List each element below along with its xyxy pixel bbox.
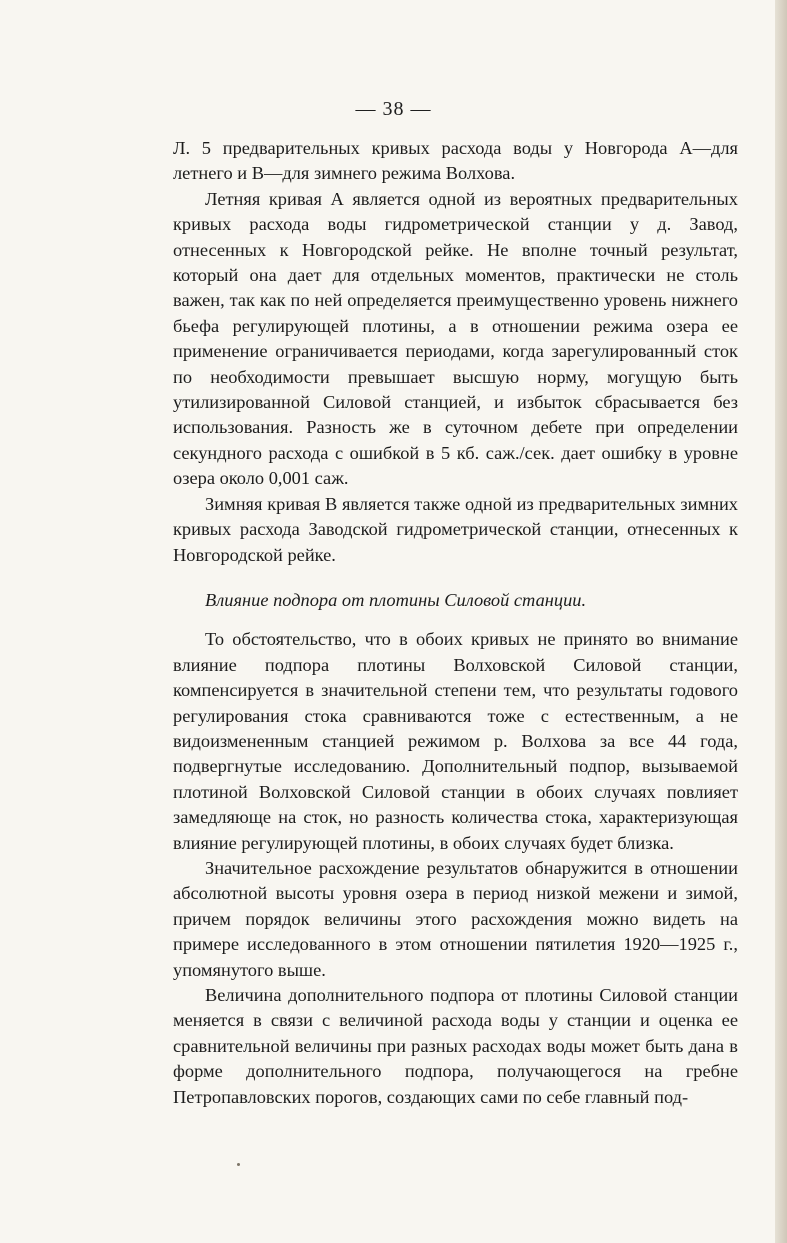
paragraph-3: Зимняя кривая В является также одной из предварительных зимних кривых расхода Заводской гидрометрической станции, отнесенных к Новгородской рейке.: [173, 493, 738, 565]
section-paragraph-1: То обстоятельство, что в обоих кривых не принято во внимание влияние подпора плотины Волховской Силовой станции, компенсируется в значительной степени тем, что результаты годового регулирования стока сравниваются тоже с естественным, а не видоизмененным станцией режимом р. Волхова за все 44 года, подвергнутые исследованию. Дополнительный подпор, вызываемой плотиной Волховской Силовой станции в обоих случаях повлияет замедляюще на сток, но разность количества стока, характеризующая влияние регулирующей плотины, в обоих случаях будет близка.: [173, 629, 738, 853]
section-title: Влияние подпора от плотины Силовой станции.: [205, 589, 587, 610]
section-paragraph-3: Величина дополнительного подпора от плотины Силовой станции меняется в связи с величиной расхода воды у станции и оценка ее сравнительной величины при разных расходах воды может быть дана в форме дополнительного подпора, получающегося на гребне Петропавловских порогов, создающих сами по себе главный под-: [173, 985, 738, 1107]
paragraph-2: Летняя кривая А является одной из вероятных предварительных кривых расхода воды гидрометрической станции у д. Завод, отнесенных к Новгородской рейке. Не вполне точный результат, который она дает для отдельных моментов, практически не столь важен, так как по ней определяется преимущественно уровень нижнего бьефа регулирующей плотины, а в отношении режима озера ее применение ограничивается периодами, когда зарегулированный сток по необходимости превышает высшую норму, могущую быть утилизированной Силовой станцией, и избыток сбрасывается без использования. Разность же в суточном дебете при определении секундного расхода с ошибкой в 5 кб. саж./сек. дает ошибку в уровне озера около 0,001 саж.: [173, 188, 738, 489]
page-edge-shadow: [775, 0, 787, 1243]
section-paragraph-2: Значительное расхождение результатов обнаружится в отношении абсолютной высоты уровня озера в период низкой межени и зимой, причем порядок величины этого расхождения можно видеть на примере исследованного в этом отношении пятилетия 1920—1925 г., упомянутого выше.: [173, 857, 738, 980]
page-number-header: — 38 —: [355, 98, 432, 120]
page-body: [173, 136, 738, 1110]
paragraph-1: Л. 5 предварительных кривых расхода воды у Новгорода А—для летнего и В—для зимнего режима Волхова.: [173, 138, 738, 184]
page-speck: [237, 1163, 240, 1166]
